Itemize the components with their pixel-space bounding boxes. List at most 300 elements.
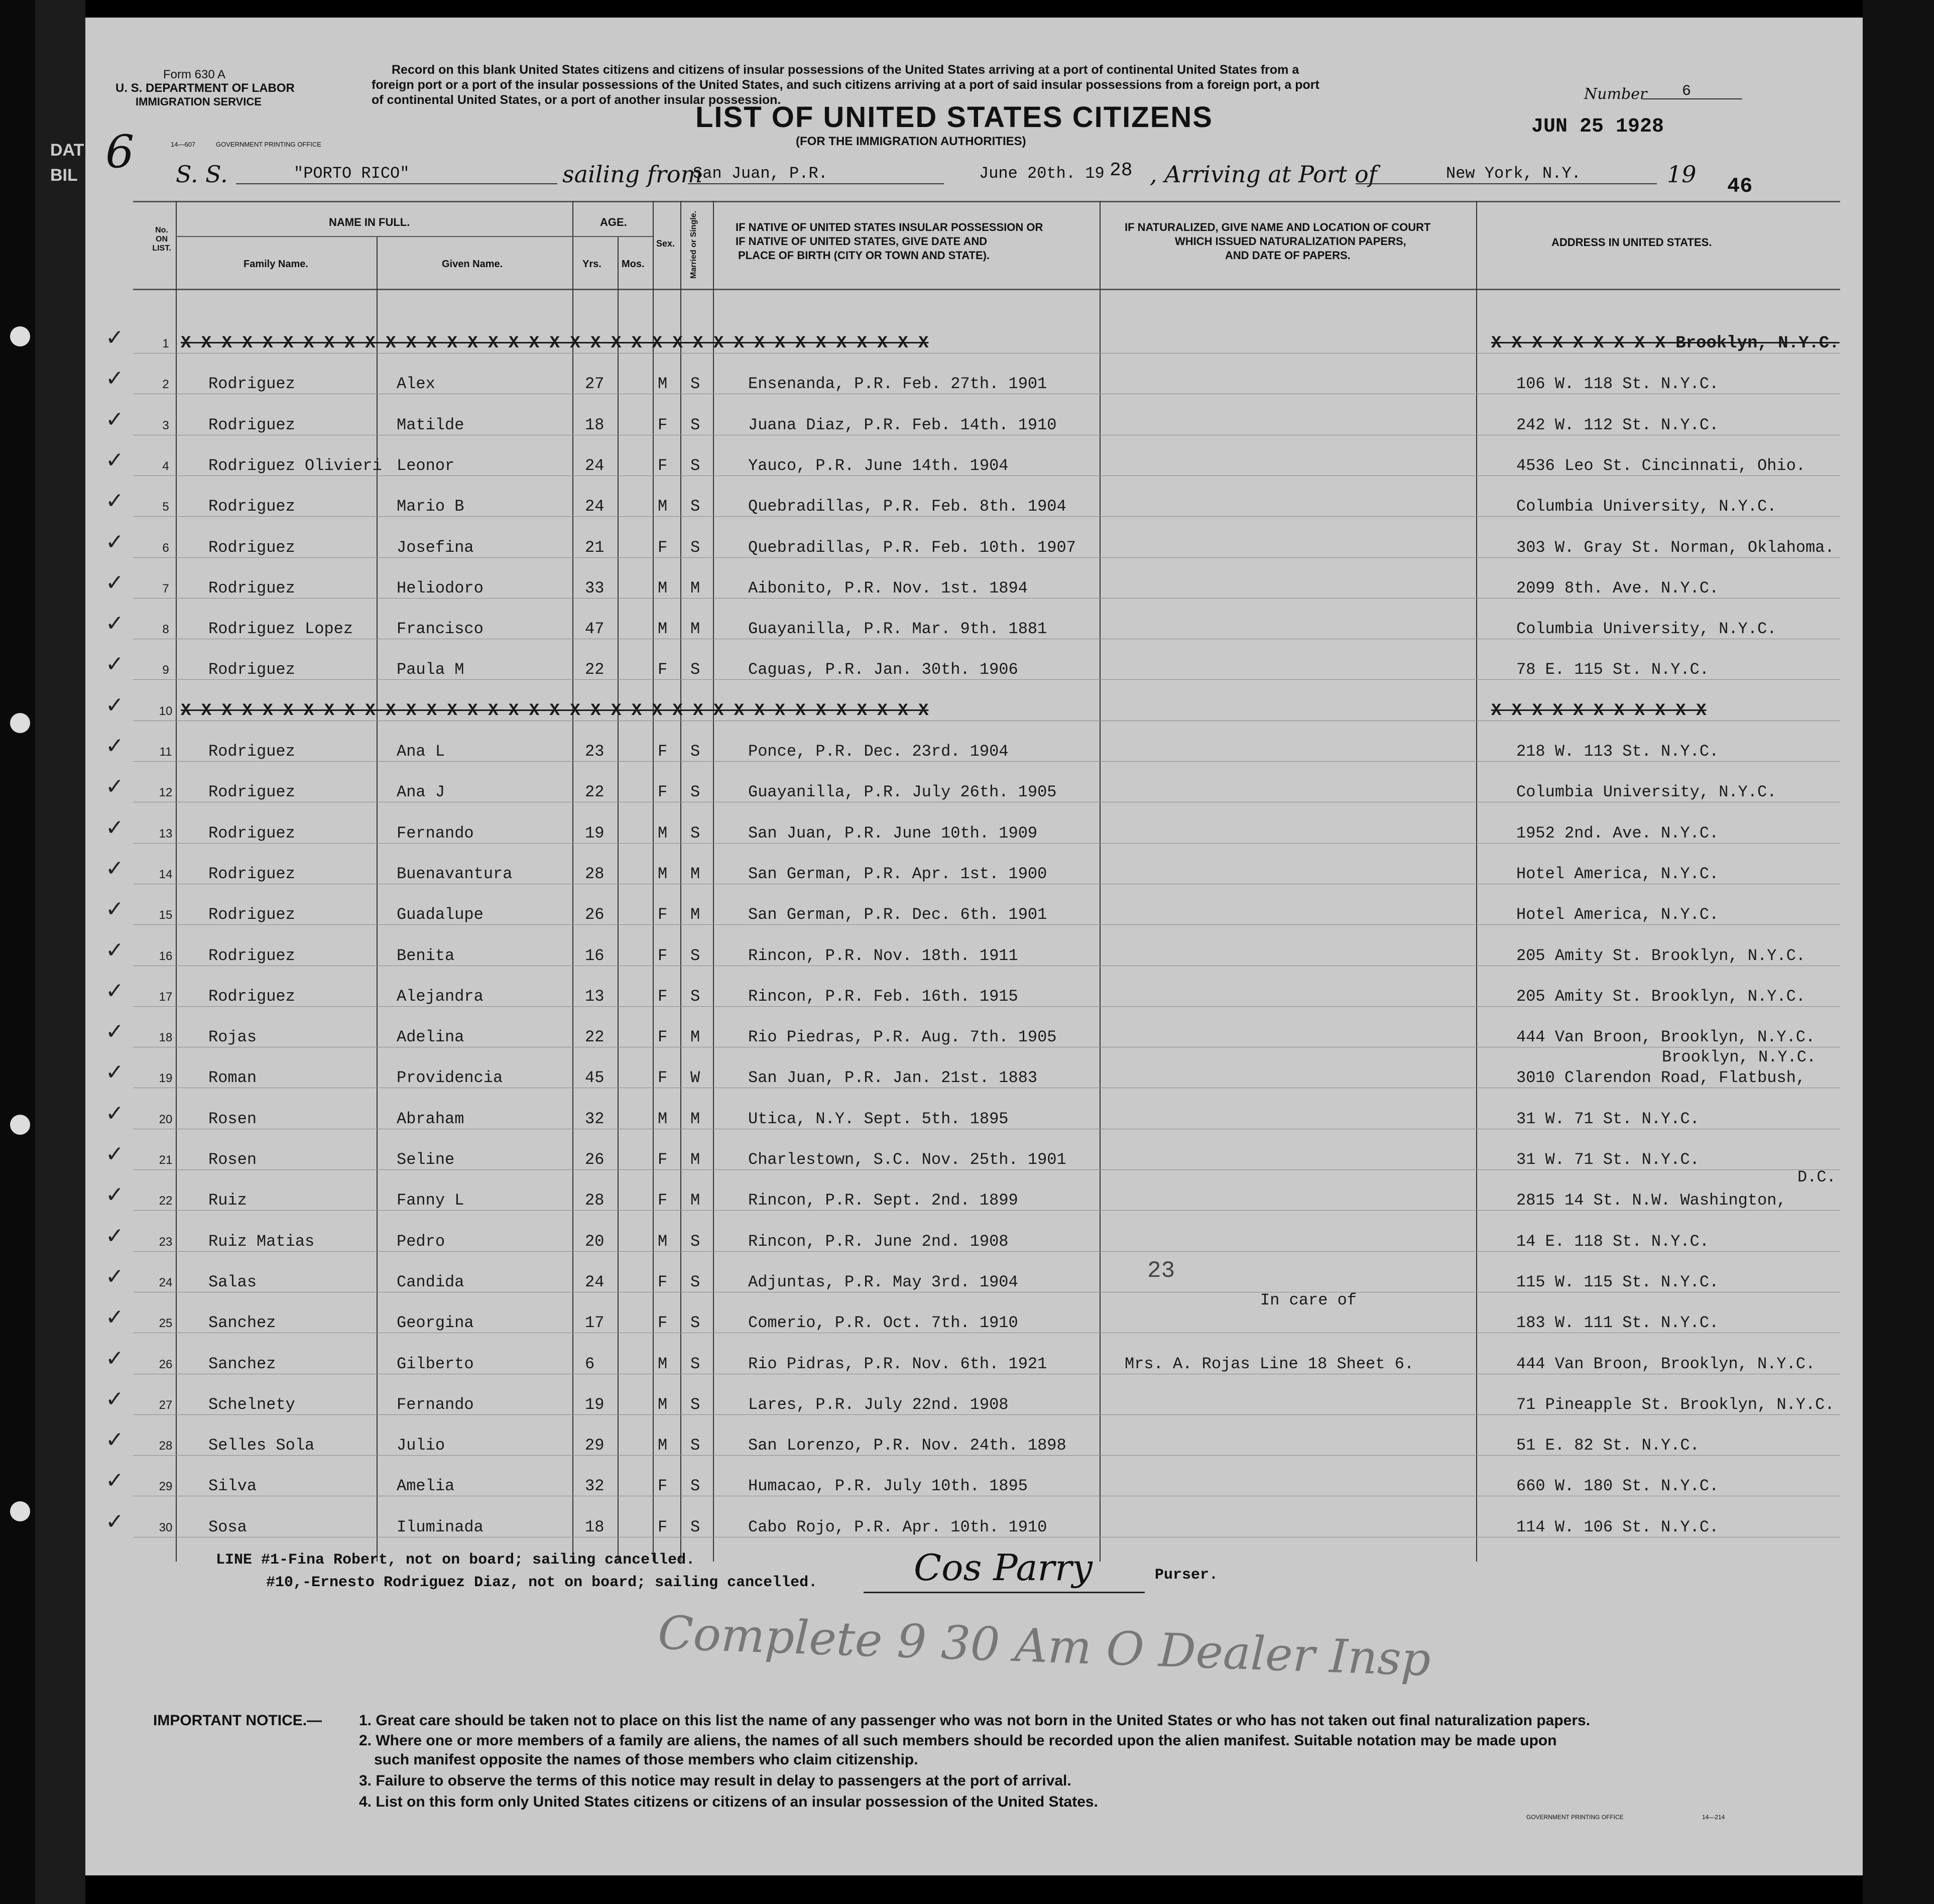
cell-given: Julio — [397, 1436, 445, 1455]
cell-address: 4536 Leo St. Cincinnati, Ohio. — [1516, 456, 1806, 475]
cell-given: Georgina — [397, 1314, 474, 1333]
cell-address: 51 E. 82 St. N.Y.C. — [1516, 1436, 1700, 1455]
check-mark-icon: ✓ — [105, 692, 124, 718]
col-divider — [680, 201, 681, 1562]
table-top-border — [133, 201, 1840, 202]
row-rule — [133, 761, 1840, 762]
row-rule — [133, 557, 1840, 558]
cell-family: Roman — [208, 1068, 257, 1088]
cell-yrs: 28 — [585, 1191, 605, 1210]
cell-birth: San German, P.R. Apr. 1st. 1900 — [748, 864, 1047, 883]
cell-no: 4 — [162, 459, 169, 473]
cell-birth: Caguas, P.R. Jan. 30th. 1906 — [748, 660, 1018, 679]
cell-sex: F — [658, 1028, 668, 1047]
cell-ms: S — [690, 660, 700, 679]
cell-no: 5 — [162, 500, 169, 514]
cell-family: Rodriguez — [208, 497, 295, 516]
cell-sex: F — [658, 1150, 668, 1169]
check-mark-icon: ✓ — [105, 896, 124, 922]
cell-given: Ana J — [397, 783, 445, 802]
cell-no: 10 — [159, 704, 173, 718]
col-header-name-in-full: NAME IN FULL. — [329, 216, 410, 228]
row-rule — [133, 843, 1840, 844]
cell-ms: M — [690, 905, 700, 924]
cell-ms: S — [690, 1395, 700, 1414]
cell-yrs: 28 — [585, 864, 605, 883]
cell-nat: Mrs. A. Rojas Line 18 Sheet 6. — [1125, 1354, 1414, 1373]
cell-given: Benita — [397, 946, 455, 965]
cell-family: Rodriguez — [208, 578, 295, 598]
cell-family: Rodriguez — [208, 946, 295, 965]
cell-ms: S — [690, 987, 700, 1006]
print-office-bottom: GOVERNMENT PRINTING OFFICE — [1526, 1814, 1624, 1821]
check-mark-icon: ✓ — [105, 937, 124, 963]
cell-yrs: 20 — [585, 1232, 605, 1251]
cell-yrs: 19 — [585, 1395, 605, 1414]
number-value: 6 — [1682, 83, 1691, 100]
col-header-given-name: Given Name. — [442, 259, 503, 270]
notice-heading: IMPORTANT NOTICE.— — [153, 1712, 322, 1729]
check-mark-icon: ✓ — [105, 1141, 124, 1167]
cell-no: 9 — [162, 663, 169, 677]
cell-family: Rojas — [208, 1028, 257, 1047]
cell-birth: Rio Pidras, P.R. Nov. 6th. 1921 — [748, 1354, 1047, 1373]
notice-item-3: 3. Failure to observe the terms of this notice may result in delay to passengers at the port of arrival. — [359, 1772, 1071, 1789]
port-underline — [1356, 183, 1657, 184]
check-mark-icon: ✓ — [105, 1345, 124, 1371]
cell-address: 31 W. 71 St. N.Y.C. — [1516, 1109, 1700, 1128]
cell-family: Sanchez — [208, 1354, 276, 1373]
cell-birth: Ensenanda, P.R. Feb. 27th. 1901 — [748, 375, 1047, 394]
cell-birth: Aibonito, P.R. Nov. 1st. 1894 — [748, 578, 1028, 598]
check-mark-icon: ✓ — [105, 529, 124, 555]
cell-no: 13 — [159, 826, 173, 841]
cell-birth: San Juan, P.R. Jan. 21st. 1883 — [748, 1068, 1038, 1088]
departure-year: 28 — [1110, 160, 1133, 181]
cell-ms: S — [690, 1272, 700, 1291]
check-mark-icon: ✓ — [105, 406, 124, 432]
cell-given: Fernando — [397, 1395, 474, 1414]
cell-ms: S — [690, 375, 700, 394]
cell-ms: M — [690, 864, 700, 883]
cell-given: Amelia — [397, 1477, 455, 1496]
cell-address: Columbia University, N.Y.C. — [1516, 620, 1777, 639]
cell-family: Rodriguez Lopez — [208, 620, 353, 639]
cell-no: 14 — [159, 867, 173, 881]
cell-yrs: 21 — [585, 538, 605, 557]
cell-birth: Charlestown, S.C. Nov. 25th. 1901 — [748, 1150, 1066, 1169]
cell-address2: D.C. — [1797, 1168, 1836, 1186]
print-code-bottom: 14—214 — [1702, 1814, 1725, 1821]
cell-family: Salas — [208, 1272, 257, 1291]
col-header-years: Yrs. — [582, 259, 601, 270]
cell-yrs: 18 — [585, 1517, 605, 1536]
cell-family: Silva — [208, 1477, 257, 1496]
cell-sex: F — [658, 1517, 668, 1536]
cell-no: 30 — [159, 1520, 173, 1534]
col-header-family-name: Family Name. — [244, 259, 308, 270]
cell-sex: F — [658, 660, 668, 679]
ship-name: "PORTO RICO" — [294, 164, 410, 183]
col-header-naturalized-3: AND DATE OF PAPERS. — [1225, 249, 1351, 262]
cell-sex: F — [658, 905, 668, 924]
cell-ms: S — [690, 538, 700, 557]
document-subtitle: (FOR THE IMMIGRATION AUTHORITIES) — [796, 135, 1026, 148]
cell-family: Schelnety — [208, 1395, 295, 1414]
cell-given: Leonor — [397, 456, 455, 475]
cell-address: 2815 14 St. N.W. Washington, — [1516, 1191, 1786, 1210]
cell-sex: F — [658, 538, 668, 557]
form-number: Form 630 A — [163, 68, 226, 81]
purser-label: Purser. — [1155, 1567, 1219, 1584]
row-rule — [133, 475, 1840, 476]
from-underline — [688, 183, 944, 184]
cell-sex: F — [658, 1477, 668, 1496]
cell-no: 27 — [159, 1398, 173, 1412]
col-divider — [713, 201, 714, 1562]
row-rule — [133, 1414, 1840, 1415]
col-header-months: Mos. — [622, 259, 645, 270]
cell-ms: M — [690, 1028, 700, 1047]
cell-strike_left: X X X X X X X X X X X X X X X X X X X X X X X X X X X X X X X X X X X X X — [181, 334, 929, 353]
sheet-marginal-number: 6 — [105, 126, 135, 178]
cell-no: 29 — [159, 1480, 173, 1494]
binder-ring — [10, 326, 30, 346]
check-mark-icon: ✓ — [105, 1386, 124, 1412]
cell-no: 25 — [159, 1317, 173, 1331]
cell-family: Rosen — [208, 1150, 257, 1169]
cell-yrs: 32 — [585, 1109, 605, 1128]
cell-given: Providencia — [397, 1068, 503, 1088]
cell-birth: Rincon, P.R. June 2nd. 1908 — [748, 1232, 1009, 1251]
cell-address: 78 E. 115 St. N.Y.C. — [1516, 660, 1710, 679]
cell-sex: F — [658, 742, 668, 761]
intro-line-3: of continental United States, or a port of another insular possession. — [372, 93, 781, 107]
cell-birth: Humacao, P.R. July 10th. 1895 — [748, 1477, 1028, 1496]
cell-family: Sosa — [208, 1517, 247, 1536]
cell-family: Rosen — [208, 1109, 257, 1128]
binder-ring — [10, 1115, 30, 1135]
cell-ms: S — [690, 783, 700, 802]
signature-line — [864, 1592, 1145, 1593]
col-divider — [1476, 201, 1477, 1562]
cell-sex: M — [658, 823, 668, 843]
scan-right-border — [1863, 0, 1934, 1904]
cell-given: Fanny L — [397, 1191, 464, 1210]
cell-yrs: 45 — [585, 1068, 605, 1088]
cell-family: Rodriguez — [208, 415, 295, 434]
cell-ms: M — [690, 1109, 700, 1128]
cell-family: Rodriguez — [208, 783, 295, 802]
cell-birth: Utica, N.Y. Sept. 5th. 1895 — [748, 1109, 1009, 1128]
cell-address2: Brooklyn, N.Y.C. — [1662, 1048, 1817, 1067]
cell-sex: F — [658, 456, 668, 475]
col-header-naturalized-2: WHICH ISSUED NATURALIZATION PAPERS, — [1175, 235, 1406, 248]
cell-family: Rodriguez — [208, 742, 295, 761]
cell-no: 19 — [159, 1072, 173, 1086]
check-mark-icon: ✓ — [105, 1100, 124, 1126]
cell-address: 14 E. 118 St. N.Y.C. — [1516, 1232, 1710, 1251]
cell-birth: Guayanilla, P.R. Mar. 9th. 1881 — [748, 620, 1047, 639]
cell-given: Alejandra — [397, 987, 484, 1006]
cell-family: Rodriguez — [208, 660, 295, 679]
cell-address: 183 W. 111 St. N.Y.C. — [1516, 1314, 1719, 1333]
col-header-birth-1: IF NATIVE OF UNITED STATES INSULAR POSSESSION OR — [736, 221, 1043, 233]
cell-ms: S — [690, 1354, 700, 1373]
col-header-no: No. ON LIST. — [152, 226, 171, 253]
col-divider — [572, 201, 573, 1562]
cell-family: Rodriguez Olivieri — [208, 456, 382, 475]
cell-given: Adelina — [397, 1028, 464, 1047]
cell-strike_right: X X X X X X X X X X X — [1491, 701, 1707, 721]
cell-ms: S — [690, 1232, 700, 1251]
cell-address: 115 W. 115 St. N.Y.C. — [1516, 1272, 1719, 1291]
cell-no: 24 — [159, 1275, 173, 1289]
cell-yrs: 23 — [585, 742, 605, 761]
check-mark-icon: ✓ — [105, 611, 124, 637]
sailing-from-label: sailing from — [562, 161, 703, 188]
cell-ms: S — [690, 946, 700, 965]
col-header-age: AGE. — [600, 216, 627, 228]
notice-item-4: 4. List on this form only United States citizens or citizens of an insular possession of the United States. — [359, 1794, 1098, 1810]
cell-nat: In care of — [1260, 1291, 1357, 1310]
row-rule — [133, 1210, 1840, 1211]
cell-address: 31 W. 71 St. N.Y.C. — [1516, 1150, 1700, 1169]
cell-address: 1952 2nd. Ave. N.Y.C. — [1516, 823, 1719, 843]
binder-ring — [10, 1501, 30, 1521]
col-header-sex: Sex. — [656, 239, 675, 249]
cell-no: 23 — [159, 1235, 173, 1249]
cell-family: Rodriguez — [208, 538, 295, 557]
cell-birth: San Juan, P.R. June 10th. 1909 — [748, 823, 1038, 843]
print-code-top: 14—607 — [171, 141, 196, 148]
cell-birth: Cabo Rojo, P.R. Apr. 10th. 1910 — [748, 1517, 1047, 1536]
col-divider — [1100, 201, 1101, 1562]
received-date-stamp: JUN 25 1928 — [1531, 115, 1664, 138]
cell-no: 2 — [162, 378, 169, 392]
cell-given: Iluminada — [397, 1517, 484, 1536]
row-rule — [133, 598, 1840, 599]
cell-given: Candida — [397, 1272, 464, 1291]
cell-family: Ruiz — [208, 1191, 247, 1210]
cell-address: Hotel America, N.Y.C. — [1516, 905, 1719, 924]
cell-birth: Guayanilla, P.R. July 26th. 1905 — [748, 783, 1057, 802]
cell-ms: S — [690, 1436, 700, 1455]
cell-no: 11 — [159, 745, 172, 759]
cell-given: Seline — [397, 1150, 455, 1169]
cell-sex: M — [658, 620, 668, 639]
cell-no: 26 — [159, 1357, 173, 1371]
cell-birth: Adjuntas, P.R. May 3rd. 1904 — [748, 1272, 1018, 1291]
row-rule — [133, 924, 1840, 925]
cell-birth: Rincon, P.R. Sept. 2nd. 1899 — [748, 1191, 1018, 1210]
cell-birth: Rincon, P.R. Feb. 16th. 1915 — [748, 987, 1018, 1006]
cell-sex: M — [658, 1354, 668, 1373]
cell-given: Gilberto — [397, 1354, 474, 1373]
ss-label: S. S. — [176, 161, 228, 188]
check-mark-icon: ✓ — [105, 325, 124, 350]
cell-yrs: 18 — [585, 415, 605, 434]
document-title: LIST OF UNITED STATES CITIZENS — [695, 101, 1213, 134]
cell-yrs: 17 — [585, 1314, 605, 1333]
check-mark-icon: ✓ — [105, 1019, 124, 1045]
cell-yrs: 6 — [585, 1354, 595, 1373]
check-mark-icon: ✓ — [105, 366, 124, 392]
cell-no: 12 — [159, 786, 173, 800]
cell-ms: S — [690, 456, 700, 475]
cell-sex: M — [658, 497, 668, 516]
cell-birth: Lares, P.R. July 22nd. 1908 — [748, 1395, 1009, 1414]
cell-ms: S — [690, 497, 700, 516]
cell-sex: F — [658, 783, 668, 802]
cell-given: Heliodoro — [397, 578, 484, 598]
cell-sex: F — [658, 415, 668, 434]
cell-sex: F — [658, 1068, 668, 1088]
cell-address: 3010 Clarendon Road, Flatbush, — [1516, 1068, 1806, 1088]
number-label: Number — [1584, 85, 1647, 103]
cell-sex: M — [658, 1395, 668, 1414]
binder-ring — [10, 713, 30, 733]
cell-ms: S — [690, 1314, 700, 1333]
check-mark-icon: ✓ — [105, 569, 124, 596]
cell-sex: M — [658, 1232, 668, 1251]
cell-birth: Yauco, P.R. June 14th. 1904 — [748, 456, 1009, 475]
inspection-note: Complete 9 30 Am O Dealer Insp — [657, 1606, 1432, 1687]
check-mark-icon: ✓ — [105, 1182, 124, 1208]
cell-no: 7 — [162, 581, 169, 596]
margin-label-bil: BIL — [50, 166, 78, 185]
notice-item-2b: such manifest opposite the names of those members who claim citizenship. — [374, 1751, 918, 1768]
cell-given: Paula M — [397, 660, 464, 679]
cell-ms: S — [690, 1477, 700, 1496]
cell-address: 106 W. 118 St. N.Y.C. — [1516, 375, 1719, 394]
cell-no: 18 — [159, 1031, 173, 1045]
cell-address: 444 Van Broon, Brooklyn, N.Y.C. — [1516, 1028, 1816, 1047]
check-mark-icon: ✓ — [105, 733, 124, 759]
cell-birth: Quebradillas, P.R. Feb. 10th. 1907 — [748, 538, 1076, 557]
col-header-address: ADDRESS IN UNITED STATES. — [1551, 236, 1712, 249]
cell-sex: F — [658, 1272, 668, 1291]
cancellation-note-line-10: #10,-Ernesto Rodriguez Diaz, not on board; sailing cancelled. — [266, 1574, 818, 1591]
cell-yrs: 22 — [585, 1028, 605, 1047]
cell-family: Selles Sola — [208, 1436, 315, 1455]
intro-line-1: Record on this blank United States citizens and citizens of insular possessions of the United States arriving at a port of continental United States from a — [392, 63, 1299, 77]
row-rule — [133, 1169, 1840, 1170]
cell-address: 660 W. 180 St. N.Y.C. — [1516, 1477, 1719, 1496]
cell-birth: Rincon, P.R. Nov. 18th. 1911 — [748, 946, 1018, 965]
check-mark-icon: ✓ — [105, 855, 124, 881]
cell-no: 20 — [159, 1112, 173, 1126]
cell-given: Mario B — [397, 497, 464, 516]
cell-yrs: 27 — [585, 375, 605, 394]
cell-given: Guadalupe — [397, 905, 484, 924]
cell-yrs: 22 — [585, 660, 605, 679]
cell-family: Rodriguez — [208, 905, 295, 924]
cell-strike_left: X X X X X X X X X X X X X X X X X X X X X X X X X X X X X X X X X X X X X — [181, 701, 929, 721]
cell-given: Ana L — [397, 742, 445, 761]
cell-address: Columbia University, N.Y.C. — [1516, 783, 1777, 802]
arrival-port: New York, N.Y. — [1446, 164, 1581, 183]
cell-yrs: 26 — [585, 905, 605, 924]
number-underline — [1642, 98, 1742, 99]
cell-ms: S — [690, 823, 700, 843]
cell-no: 22 — [159, 1194, 173, 1208]
check-mark-icon: ✓ — [105, 1223, 124, 1249]
cell-no: 28 — [159, 1439, 173, 1453]
sheet-year-number: 46 — [1727, 174, 1753, 198]
cell-address: 218 W. 113 St. N.Y.C. — [1516, 742, 1719, 761]
cell-ms: M — [690, 1191, 700, 1210]
print-office-top: GOVERNMENT PRINTING OFFICE — [216, 141, 321, 148]
check-mark-icon: ✓ — [105, 1427, 124, 1453]
departure-port: San Juan, P.R. — [693, 164, 828, 183]
cell-given: Fernando — [397, 823, 474, 843]
cell-given: Josefina — [397, 538, 474, 557]
cell-address: 114 W. 106 St. N.Y.C. — [1516, 1517, 1719, 1536]
cell-sex: F — [658, 1314, 668, 1333]
margin-label-date: DAT — [50, 141, 84, 160]
check-mark-icon: ✓ — [105, 447, 124, 473]
cell-sex: M — [658, 1109, 668, 1128]
check-mark-icon: ✓ — [105, 1059, 124, 1086]
cell-address: Hotel America, N.Y.C. — [1516, 864, 1719, 883]
name-age-subheader-line — [176, 236, 653, 237]
table-header-bottom — [133, 289, 1840, 290]
cell-birth: Ponce, P.R. Dec. 23rd. 1904 — [748, 742, 1009, 761]
cell-sex: F — [658, 987, 668, 1006]
cell-birth: San Lorenzo, P.R. Nov. 24th. 1898 — [748, 1436, 1066, 1455]
cell-given: Buenavantura — [397, 864, 513, 883]
ship-underline — [236, 183, 557, 184]
cell-ms: S — [690, 1517, 700, 1536]
cell-given: Matilde — [397, 415, 464, 434]
cell-address: 444 Van Broon, Brooklyn, N.Y.C. — [1516, 1354, 1816, 1373]
col-divider — [653, 201, 654, 1562]
cell-sex: M — [658, 864, 668, 883]
cell-no: 3 — [162, 418, 169, 432]
binder-strip — [0, 0, 35, 1904]
col-header-birth-3: PLACE OF BIRTH (CITY OR TOWN AND STATE). — [738, 249, 990, 262]
check-mark-icon: ✓ — [105, 978, 124, 1004]
cell-nat: 23 — [1147, 1257, 1175, 1284]
departure-date: June 20th. 19 — [979, 164, 1105, 183]
cell-family: Rodriguez — [208, 864, 295, 883]
cell-family: Rodriguez — [208, 375, 295, 394]
cell-birth: Juana Diaz, P.R. Feb. 14th. 1910 — [748, 415, 1057, 434]
cell-sex: M — [658, 578, 668, 598]
cell-ms: M — [690, 578, 700, 598]
row-rule — [133, 1006, 1840, 1007]
notice-item-2a: 2. Where one or more members of a family are aliens, the names of all such members should be recorded upon the alien manifest. Suitable notation may be made upon — [359, 1732, 1557, 1749]
intro-line-2: foreign port or a port of the insular possessions of the United States, and such citizens arriving at a port of said insular possessions from a foreign port, a port — [372, 78, 1319, 92]
cell-yrs: 16 — [585, 946, 605, 965]
check-mark-icon: ✓ — [105, 774, 124, 800]
cell-yrs: 24 — [585, 497, 605, 516]
cell-yrs: 22 — [585, 783, 605, 802]
row-rule — [133, 516, 1840, 517]
col-header-naturalized-1: IF NATURALIZED, GIVE NAME AND LOCATION OF COURT — [1125, 221, 1431, 233]
cell-birth: Comerio, P.R. Oct. 7th. 1910 — [748, 1314, 1018, 1333]
cell-yrs: 13 — [585, 987, 605, 1006]
cell-family: Sanchez — [208, 1314, 276, 1333]
cell-yrs: 24 — [585, 456, 605, 475]
check-mark-icon: ✓ — [105, 1263, 124, 1289]
row-rule — [133, 1455, 1840, 1456]
notice-item-1: 1. Great care should be taken not to place on this list the name of any passenger who was not born in the United States or who has not taken out final naturalization papers. — [359, 1712, 1591, 1729]
col-header-birth-2: IF NATIVE OF UNITED STATES, GIVE DATE AND — [736, 235, 988, 248]
cell-sex: F — [658, 1191, 668, 1210]
cell-ms: W — [690, 1068, 700, 1088]
